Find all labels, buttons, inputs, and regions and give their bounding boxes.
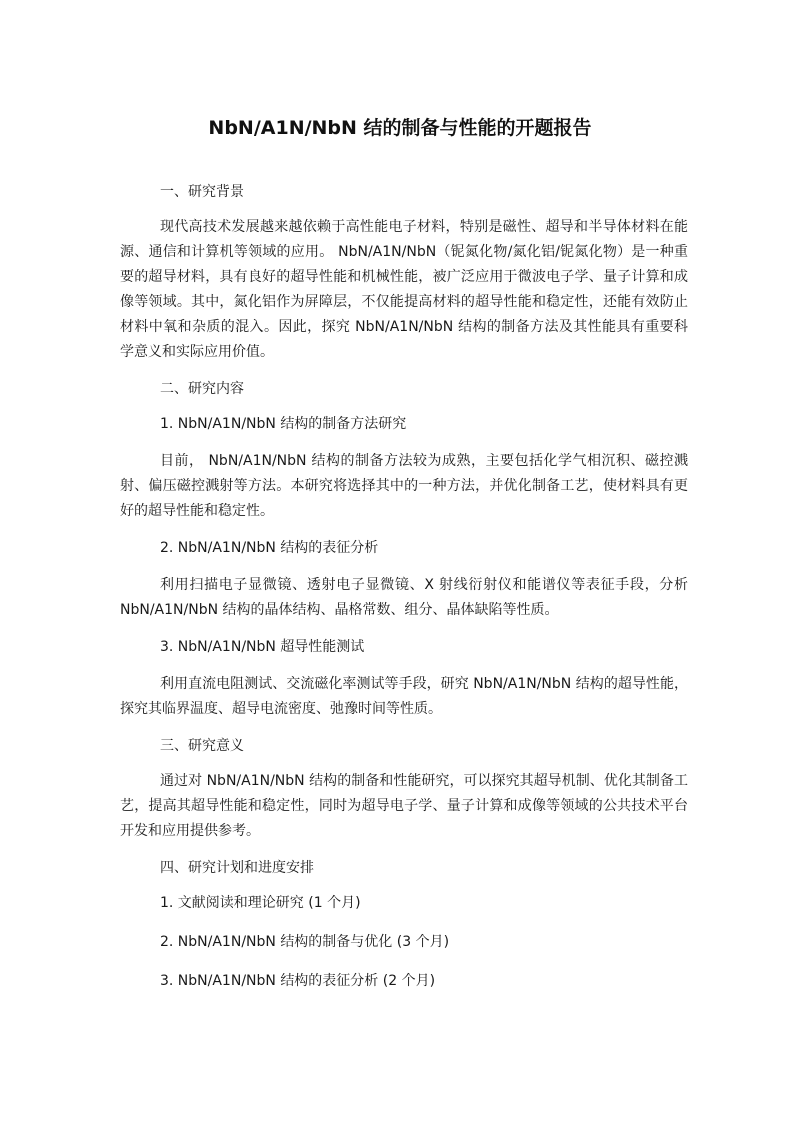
content-item-text-1: 目前， NbN/A1N/NbN 结构的制备方法较为成熟，主要包括化学气相沉积、磁控溅射、偏压磁控溅射等方法。本研究将选择其中的一种方法，并优化制备工艺，使材料具有更好的超导性能和稳定性。 xyxy=(120,453,688,519)
content-item-title-3: 3. NbN/A1N/NbN 超导性能测试 xyxy=(160,639,365,655)
plan-item-1: 1. 文献阅读和理论研究 (1 个月) xyxy=(160,895,361,911)
section-heading-content: 二、研究内容 xyxy=(160,381,244,397)
section-heading-significance: 三、研究意义 xyxy=(160,738,244,754)
section-heading-background: 一、研究背景 xyxy=(160,184,244,200)
section-heading-plan: 四、研究计划和进度安排 xyxy=(160,860,314,876)
plan-item-3: 3. NbN/A1N/NbN 结构的表征分析 (2 个月) xyxy=(160,973,436,989)
content-item-text-3: 利用直流电阻测试、交流磁化率测试等手段，研究 NbN/A1N/NbN 结构的超导性能，探究其临界温度、超导电流密度、弛豫时间等性质。 xyxy=(120,676,688,717)
plan-item-2: 2. NbN/A1N/NbN 结构的制备与优化 (3 个月) xyxy=(160,934,450,950)
content-item-title-2: 2. NbN/A1N/NbN 结构的表征分析 xyxy=(160,540,379,556)
content-item-title-1: 1. NbN/A1N/NbN 结构的制备方法研究 xyxy=(160,416,407,432)
content-item-text-2: 利用扫描电子显微镜、透射电子显微镜、X 射线衍射仪和能谱仪等表征手段，分析 NbN/A1N/NbN 结构的晶体结构、晶格常数、组分、晶体缺陷等性质。 xyxy=(120,577,688,618)
document-title: NbN/A1N/NbN 结的制备与性能的开题报告 xyxy=(208,117,592,139)
background-paragraph: 现代高技术发展越来越依赖于高性能电子材料，特别是磁性、超导和半导体材料在能源、通信和计算机等领域的应用。 NbN/A1N/NbN（铌氮化物/氮化铝/铌氮化物）是一种重要的超导材料，具有良好的超导性能和机械性能，被广泛应用于微波电子学、量子计算和成像等领域。其中，氮化铝作为屏障层，不仅能提高材料的超导性能和稳定性，还能有效防止材料中氧和杂质的混入。因此，探究 NbN/A1N/NbN 结构的制备方法及其性能具有重要科学意义和实际应用价值。 xyxy=(120,219,688,360)
significance-paragraph: 通过对 NbN/A1N/NbN 结构的制备和性能研究，可以探究其超导机制、优化其制备工艺，提高其超导性能和稳定性，同时为超导电子学、量子计算和成像等领域的公共技术平台开发和应用提供参考。 xyxy=(120,773,688,839)
document-body xyxy=(120,180,688,1008)
